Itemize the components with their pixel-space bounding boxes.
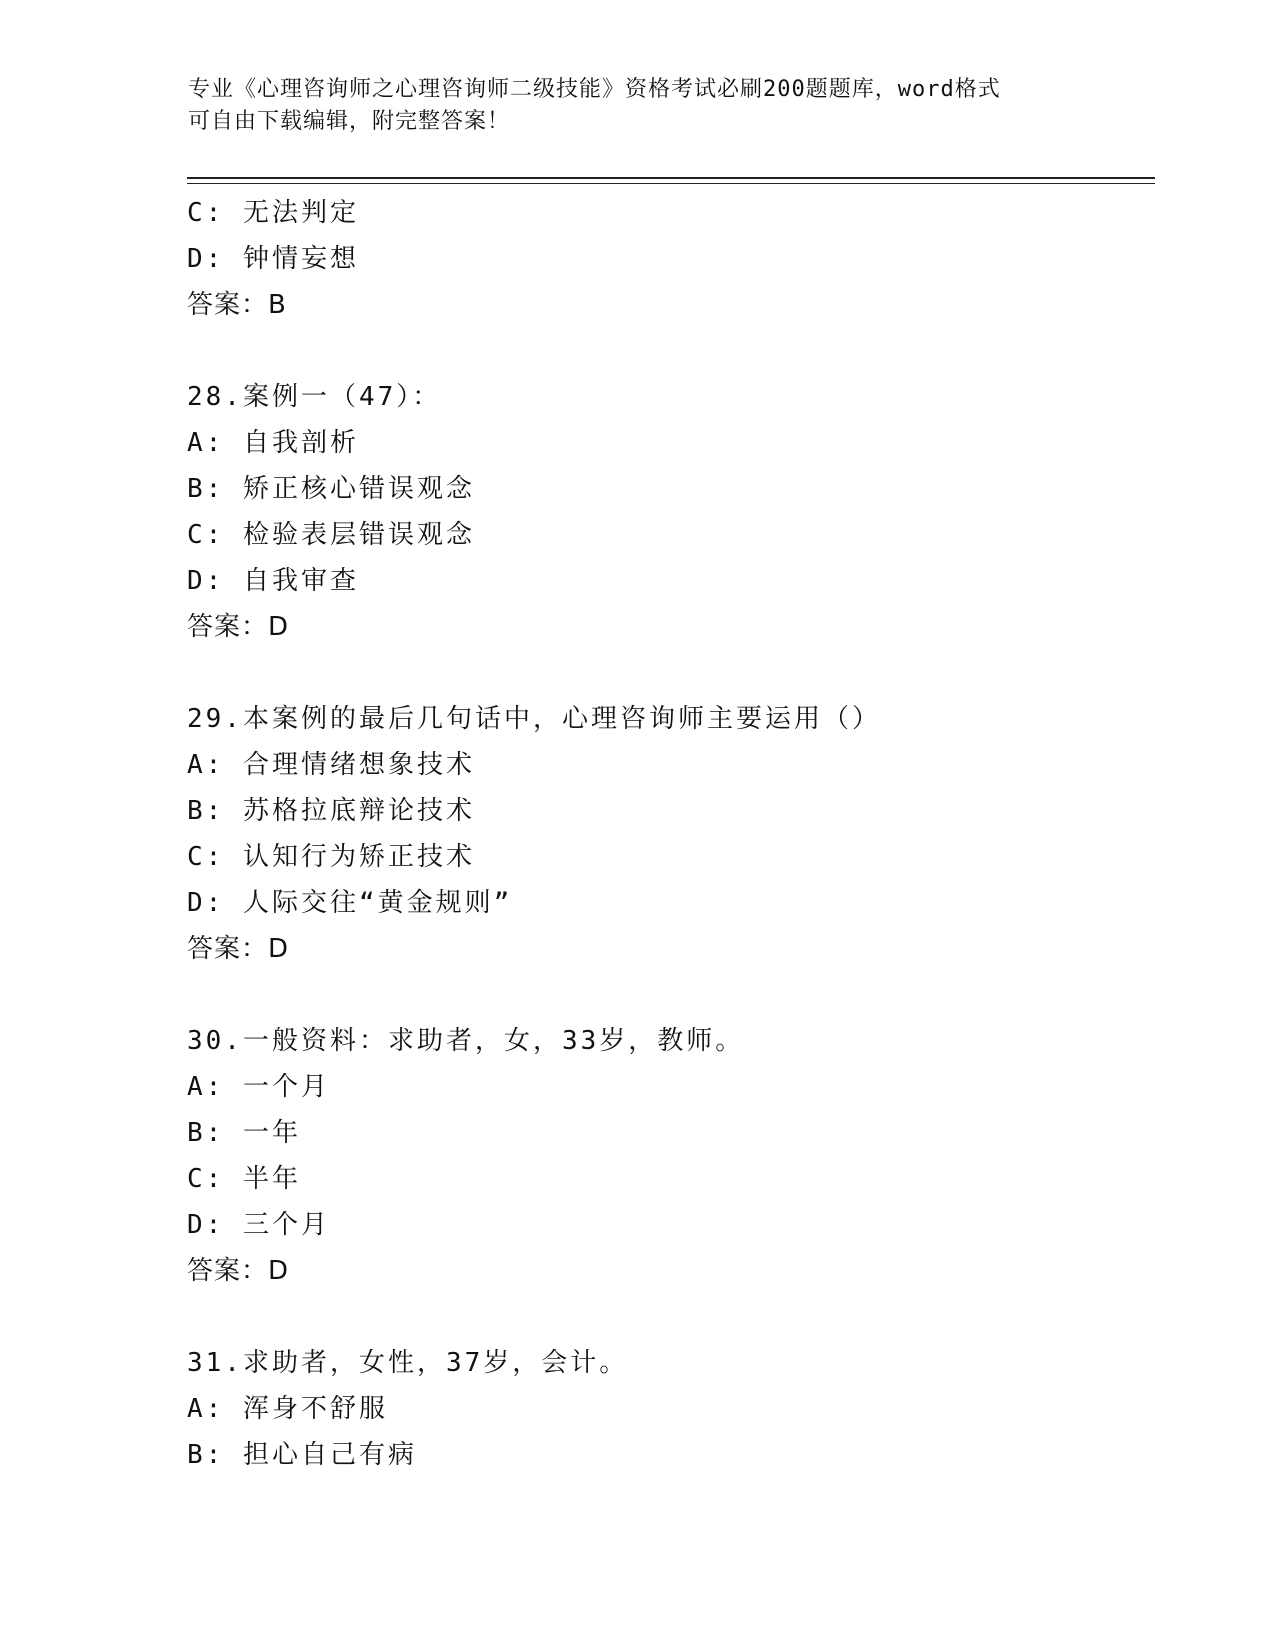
header-line-1: 专业《心理咨询师之心理咨询师二级技能》资格考试必刷200题题库，word格式 <box>188 77 1001 102</box>
option-c: C: 检验表层错误观念 <box>187 520 475 550</box>
option-d: D: 人际交往“黄金规则” <box>187 888 513 918</box>
question-text: 28.案例一（47）： <box>187 382 442 412</box>
question-block-29 <box>187 696 1147 972</box>
option-b: B: 担心自己有病 <box>187 1440 417 1470</box>
option-b: B: 矫正核心错误观念 <box>187 474 475 504</box>
question-block-27 <box>187 190 1147 328</box>
question-block-28 <box>187 374 1147 650</box>
option-c: C: 半年 <box>187 1164 301 1194</box>
option-a: A: 一个月 <box>187 1072 330 1102</box>
option-c: C: 无法判定 <box>187 198 359 228</box>
option-a: A: 浑身不舒服 <box>187 1394 388 1424</box>
spacer <box>187 1294 1147 1340</box>
option-d: D: 自我审查 <box>187 566 359 596</box>
option-b: B: 一年 <box>187 1118 301 1148</box>
question-text: 29.本案例的最后几句话中，心理咨询师主要运用（） <box>187 704 881 734</box>
answer-line: 答案：B <box>187 290 287 320</box>
answer-line: 答案：D <box>187 612 290 642</box>
header-divider-thin <box>187 183 1155 184</box>
question-block-30 <box>187 1018 1147 1294</box>
answer-line: 答案：D <box>187 1256 290 1286</box>
question-list <box>187 190 1147 1478</box>
spacer <box>187 328 1147 374</box>
option-c: C: 认知行为矫正技术 <box>187 842 475 872</box>
question-block-31 <box>187 1340 1147 1478</box>
option-b: B: 苏格拉底辩论技术 <box>187 796 475 826</box>
option-a: A: 合理情绪想象技术 <box>187 750 475 780</box>
spacer <box>187 650 1147 696</box>
option-d: D: 三个月 <box>187 1210 330 1240</box>
option-a: A: 自我剖析 <box>187 428 359 458</box>
option-d: D: 钟情妄想 <box>187 244 359 274</box>
question-text: 31.求助者，女性，37岁，会计。 <box>187 1348 629 1378</box>
header-line-2: 可自由下载编辑，附完整答案！ <box>188 109 511 134</box>
document-header <box>188 74 1088 138</box>
spacer <box>187 972 1147 1018</box>
header-divider-thick <box>187 177 1155 179</box>
question-text: 30.一般资料：求助者，女，33岁，教师。 <box>187 1026 745 1056</box>
answer-line: 答案：D <box>187 934 290 964</box>
